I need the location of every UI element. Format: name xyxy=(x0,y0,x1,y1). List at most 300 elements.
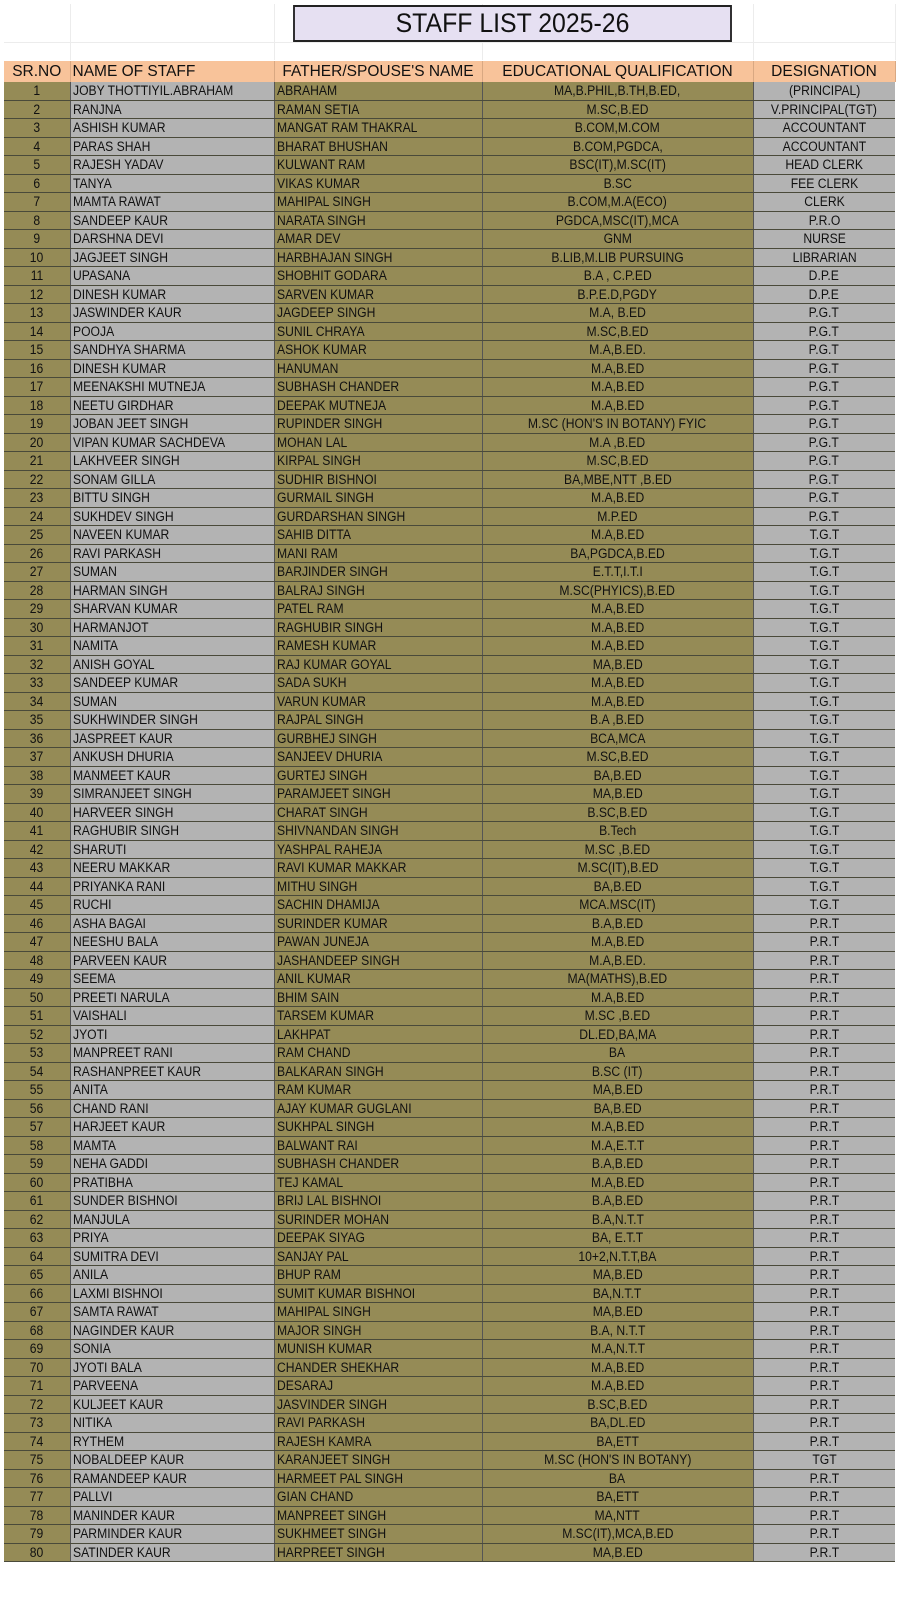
cell-designation[interactable] xyxy=(753,1118,895,1137)
cell-staff-name[interactable] xyxy=(70,1488,274,1507)
cell-staff-name[interactable] xyxy=(70,304,274,323)
cell-staff-name[interactable] xyxy=(70,322,274,341)
cell-father-spouse-name[interactable] xyxy=(274,378,482,397)
cell-designation[interactable] xyxy=(753,100,895,119)
cell-father-spouse-name[interactable] xyxy=(274,1136,482,1155)
cell-father-spouse-name[interactable] xyxy=(274,655,482,674)
cell-sr-no[interactable] xyxy=(4,1543,70,1562)
cell-father-spouse-name[interactable] xyxy=(274,1303,482,1322)
cell-father-spouse-name[interactable] xyxy=(274,600,482,619)
cell-staff-name[interactable] xyxy=(70,1340,274,1359)
cell-designation[interactable] xyxy=(753,1340,895,1359)
cell-father-spouse-name[interactable] xyxy=(274,174,482,193)
cell-qualification[interactable] xyxy=(482,970,753,989)
cell-qualification[interactable] xyxy=(482,322,753,341)
cell-father-spouse-name[interactable] xyxy=(274,785,482,804)
cell-designation[interactable] xyxy=(753,156,895,175)
cell-father-spouse-name[interactable] xyxy=(274,433,482,452)
cell-designation[interactable] xyxy=(753,1414,895,1433)
cell-sr-no[interactable] xyxy=(4,433,70,452)
cell-qualification[interactable] xyxy=(482,415,753,434)
cell-qualification[interactable] xyxy=(482,822,753,841)
cell-sr-no[interactable] xyxy=(4,748,70,767)
cell-staff-name[interactable] xyxy=(70,1321,274,1340)
cell-sr-no[interactable] xyxy=(4,1506,70,1525)
cell-sr-no[interactable] xyxy=(4,692,70,711)
cell-staff-name[interactable] xyxy=(70,748,274,767)
cell-father-spouse-name[interactable] xyxy=(274,859,482,878)
cell-designation[interactable] xyxy=(753,378,895,397)
cell-sr-no[interactable] xyxy=(4,1432,70,1451)
cell-staff-name[interactable] xyxy=(70,1414,274,1433)
cell-father-spouse-name[interactable] xyxy=(274,1488,482,1507)
cell-sr-no[interactable] xyxy=(4,1118,70,1137)
cell-sr-no[interactable] xyxy=(4,285,70,304)
column-header-designation[interactable]: DESIGNATION xyxy=(753,61,895,82)
cell-sr-no[interactable] xyxy=(4,137,70,156)
cell-father-spouse-name[interactable] xyxy=(274,1099,482,1118)
cell-designation[interactable] xyxy=(753,877,895,896)
cell-designation[interactable] xyxy=(753,211,895,230)
cell-father-spouse-name[interactable] xyxy=(274,1247,482,1266)
cell-father-spouse-name[interactable] xyxy=(274,1266,482,1285)
cell-qualification[interactable] xyxy=(482,1118,753,1137)
column-header-name[interactable]: NAME OF STAFF xyxy=(70,61,274,82)
cell-father-spouse-name[interactable] xyxy=(274,729,482,748)
cell-designation[interactable] xyxy=(753,1284,895,1303)
cell-qualification[interactable] xyxy=(482,655,753,674)
cell-staff-name[interactable] xyxy=(70,415,274,434)
cell-sr-no[interactable] xyxy=(4,951,70,970)
cell-designation[interactable] xyxy=(753,1321,895,1340)
cell-designation[interactable] xyxy=(753,1155,895,1174)
cell-designation[interactable] xyxy=(753,1210,895,1229)
cell-qualification[interactable] xyxy=(482,1358,753,1377)
cell-father-spouse-name[interactable] xyxy=(274,711,482,730)
cell-father-spouse-name[interactable] xyxy=(274,119,482,138)
cell-staff-name[interactable] xyxy=(70,1358,274,1377)
cell-designation[interactable] xyxy=(753,470,895,489)
cell-designation[interactable] xyxy=(753,174,895,193)
cell-staff-name[interactable] xyxy=(70,785,274,804)
cell-designation[interactable] xyxy=(753,581,895,600)
cell-sr-no[interactable] xyxy=(4,119,70,138)
cell-designation[interactable] xyxy=(753,951,895,970)
cell-qualification[interactable] xyxy=(482,1340,753,1359)
cell-father-spouse-name[interactable] xyxy=(274,970,482,989)
cell-designation[interactable] xyxy=(753,359,895,378)
cell-sr-no[interactable] xyxy=(4,304,70,323)
cell-designation[interactable] xyxy=(753,933,895,952)
cell-qualification[interactable] xyxy=(482,304,753,323)
cell-designation[interactable] xyxy=(753,1229,895,1248)
cell-father-spouse-name[interactable] xyxy=(274,637,482,656)
cell-father-spouse-name[interactable] xyxy=(274,1340,482,1359)
cell-staff-name[interactable] xyxy=(70,211,274,230)
cell-qualification[interactable] xyxy=(482,267,753,286)
cell-sr-no[interactable] xyxy=(4,840,70,859)
cell-qualification[interactable] xyxy=(482,896,753,915)
cell-sr-no[interactable] xyxy=(4,1081,70,1100)
cell-sr-no[interactable] xyxy=(4,563,70,582)
cell-sr-no[interactable] xyxy=(4,655,70,674)
cell-father-spouse-name[interactable] xyxy=(274,1377,482,1396)
cell-qualification[interactable] xyxy=(482,1081,753,1100)
cell-staff-name[interactable] xyxy=(70,877,274,896)
cell-designation[interactable] xyxy=(753,452,895,471)
cell-sr-no[interactable] xyxy=(4,933,70,952)
cell-qualification[interactable] xyxy=(482,137,753,156)
cell-sr-no[interactable] xyxy=(4,600,70,619)
cell-father-spouse-name[interactable] xyxy=(274,1525,482,1544)
cell-qualification[interactable] xyxy=(482,1192,753,1211)
cell-qualification[interactable] xyxy=(482,988,753,1007)
cell-staff-name[interactable] xyxy=(70,692,274,711)
cell-sr-no[interactable] xyxy=(4,1358,70,1377)
cell-staff-name[interactable] xyxy=(70,840,274,859)
cell-father-spouse-name[interactable] xyxy=(274,1044,482,1063)
cell-qualification[interactable] xyxy=(482,285,753,304)
cell-designation[interactable] xyxy=(753,988,895,1007)
cell-designation[interactable] xyxy=(753,193,895,212)
cell-designation[interactable] xyxy=(753,230,895,249)
cell-staff-name[interactable] xyxy=(70,729,274,748)
cell-qualification[interactable] xyxy=(482,433,753,452)
cell-sr-no[interactable] xyxy=(4,526,70,545)
cell-designation[interactable] xyxy=(753,859,895,878)
cell-sr-no[interactable] xyxy=(4,618,70,637)
cell-sr-no[interactable] xyxy=(4,729,70,748)
cell-qualification[interactable] xyxy=(482,803,753,822)
cell-designation[interactable] xyxy=(753,396,895,415)
cell-staff-name[interactable] xyxy=(70,1247,274,1266)
cell-qualification[interactable] xyxy=(482,1025,753,1044)
cell-staff-name[interactable] xyxy=(70,711,274,730)
cell-designation[interactable] xyxy=(753,729,895,748)
cell-staff-name[interactable] xyxy=(70,1377,274,1396)
cell-sr-no[interactable] xyxy=(4,1284,70,1303)
cell-sr-no[interactable] xyxy=(4,396,70,415)
cell-sr-no[interactable] xyxy=(4,896,70,915)
cell-staff-name[interactable] xyxy=(70,988,274,1007)
cell-designation[interactable] xyxy=(753,1543,895,1562)
cell-sr-no[interactable] xyxy=(4,1414,70,1433)
cell-staff-name[interactable] xyxy=(70,396,274,415)
cell-sr-no[interactable] xyxy=(4,378,70,397)
cell-sr-no[interactable] xyxy=(4,489,70,508)
cell-staff-name[interactable] xyxy=(70,1303,274,1322)
cell-qualification[interactable] xyxy=(482,951,753,970)
cell-father-spouse-name[interactable] xyxy=(274,1469,482,1488)
cell-father-spouse-name[interactable] xyxy=(274,415,482,434)
cell-father-spouse-name[interactable] xyxy=(274,618,482,637)
cell-qualification[interactable] xyxy=(482,156,753,175)
cell-father-spouse-name[interactable] xyxy=(274,1229,482,1248)
cell-qualification[interactable] xyxy=(482,1007,753,1026)
cell-father-spouse-name[interactable] xyxy=(274,766,482,785)
cell-staff-name[interactable] xyxy=(70,1099,274,1118)
cell-father-spouse-name[interactable] xyxy=(274,674,482,693)
cell-father-spouse-name[interactable] xyxy=(274,100,482,119)
cell-designation[interactable] xyxy=(753,1136,895,1155)
cell-designation[interactable] xyxy=(753,1506,895,1525)
cell-sr-no[interactable] xyxy=(4,322,70,341)
cell-qualification[interactable] xyxy=(482,600,753,619)
cell-father-spouse-name[interactable] xyxy=(274,988,482,1007)
cell-staff-name[interactable] xyxy=(70,119,274,138)
cell-designation[interactable] xyxy=(753,1395,895,1414)
cell-sr-no[interactable] xyxy=(4,82,70,100)
cell-father-spouse-name[interactable] xyxy=(274,692,482,711)
cell-sr-no[interactable] xyxy=(4,1451,70,1470)
cell-designation[interactable] xyxy=(753,637,895,656)
cell-staff-name[interactable] xyxy=(70,1395,274,1414)
cell-designation[interactable] xyxy=(753,1025,895,1044)
cell-qualification[interactable] xyxy=(482,1377,753,1396)
cell-designation[interactable] xyxy=(753,618,895,637)
cell-staff-name[interactable] xyxy=(70,100,274,119)
cell-staff-name[interactable] xyxy=(70,896,274,915)
cell-sr-no[interactable] xyxy=(4,1007,70,1026)
cell-designation[interactable] xyxy=(753,766,895,785)
cell-designation[interactable] xyxy=(753,1081,895,1100)
cell-designation[interactable] xyxy=(753,137,895,156)
cell-designation[interactable] xyxy=(753,1266,895,1285)
cell-qualification[interactable] xyxy=(482,1155,753,1174)
cell-qualification[interactable] xyxy=(482,359,753,378)
cell-staff-name[interactable] xyxy=(70,1284,274,1303)
cell-father-spouse-name[interactable] xyxy=(274,748,482,767)
cell-qualification[interactable] xyxy=(482,1432,753,1451)
cell-sr-no[interactable] xyxy=(4,785,70,804)
cell-designation[interactable] xyxy=(753,1469,895,1488)
cell-qualification[interactable] xyxy=(482,1266,753,1285)
cell-qualification[interactable] xyxy=(482,711,753,730)
cell-designation[interactable] xyxy=(753,674,895,693)
cell-sr-no[interactable] xyxy=(4,803,70,822)
cell-designation[interactable] xyxy=(753,563,895,582)
cell-staff-name[interactable] xyxy=(70,489,274,508)
cell-father-spouse-name[interactable] xyxy=(274,507,482,526)
cell-father-spouse-name[interactable] xyxy=(274,452,482,471)
cell-qualification[interactable] xyxy=(482,563,753,582)
cell-sr-no[interactable] xyxy=(4,914,70,933)
cell-designation[interactable] xyxy=(753,322,895,341)
cell-qualification[interactable] xyxy=(482,1395,753,1414)
cell-father-spouse-name[interactable] xyxy=(274,1062,482,1081)
cell-designation[interactable] xyxy=(753,544,895,563)
cell-staff-name[interactable] xyxy=(70,1506,274,1525)
cell-staff-name[interactable] xyxy=(70,378,274,397)
cell-qualification[interactable] xyxy=(482,1451,753,1470)
cell-qualification[interactable] xyxy=(482,1303,753,1322)
cell-sr-no[interactable] xyxy=(4,1229,70,1248)
cell-father-spouse-name[interactable] xyxy=(274,951,482,970)
cell-qualification[interactable] xyxy=(482,859,753,878)
cell-father-spouse-name[interactable] xyxy=(274,230,482,249)
cell-designation[interactable] xyxy=(753,840,895,859)
cell-father-spouse-name[interactable] xyxy=(274,1210,482,1229)
cell-sr-no[interactable] xyxy=(4,988,70,1007)
cell-staff-name[interactable] xyxy=(70,267,274,286)
cell-qualification[interactable] xyxy=(482,544,753,563)
cell-staff-name[interactable] xyxy=(70,156,274,175)
cell-sr-no[interactable] xyxy=(4,248,70,267)
cell-qualification[interactable] xyxy=(482,1506,753,1525)
cell-father-spouse-name[interactable] xyxy=(274,156,482,175)
cell-designation[interactable] xyxy=(753,1377,895,1396)
cell-sr-no[interactable] xyxy=(4,1266,70,1285)
cell-qualification[interactable] xyxy=(482,119,753,138)
cell-staff-name[interactable] xyxy=(70,914,274,933)
cell-designation[interactable] xyxy=(753,1358,895,1377)
cell-father-spouse-name[interactable] xyxy=(274,1007,482,1026)
cell-designation[interactable] xyxy=(753,341,895,360)
cell-sr-no[interactable] xyxy=(4,507,70,526)
cell-qualification[interactable] xyxy=(482,840,753,859)
cell-sr-no[interactable] xyxy=(4,877,70,896)
cell-qualification[interactable] xyxy=(482,1062,753,1081)
cell-qualification[interactable] xyxy=(482,1488,753,1507)
cell-designation[interactable] xyxy=(753,507,895,526)
cell-staff-name[interactable] xyxy=(70,137,274,156)
cell-qualification[interactable] xyxy=(482,914,753,933)
cell-staff-name[interactable] xyxy=(70,230,274,249)
cell-staff-name[interactable] xyxy=(70,1432,274,1451)
cell-qualification[interactable] xyxy=(482,674,753,693)
cell-father-spouse-name[interactable] xyxy=(274,1192,482,1211)
cell-qualification[interactable] xyxy=(482,748,753,767)
cell-designation[interactable] xyxy=(753,1044,895,1063)
cell-father-spouse-name[interactable] xyxy=(274,1506,482,1525)
cell-qualification[interactable] xyxy=(482,1210,753,1229)
cell-designation[interactable] xyxy=(753,1488,895,1507)
cell-designation[interactable] xyxy=(753,1303,895,1322)
cell-staff-name[interactable] xyxy=(70,563,274,582)
cell-staff-name[interactable] xyxy=(70,637,274,656)
cell-designation[interactable] xyxy=(753,1062,895,1081)
cell-sr-no[interactable] xyxy=(4,100,70,119)
cell-sr-no[interactable] xyxy=(4,822,70,841)
cell-qualification[interactable] xyxy=(482,100,753,119)
cell-sr-no[interactable] xyxy=(4,859,70,878)
cell-staff-name[interactable] xyxy=(70,248,274,267)
cell-staff-name[interactable] xyxy=(70,766,274,785)
cell-father-spouse-name[interactable] xyxy=(274,1432,482,1451)
cell-staff-name[interactable] xyxy=(70,285,274,304)
cell-designation[interactable] xyxy=(753,1173,895,1192)
cell-designation[interactable] xyxy=(753,82,895,100)
cell-staff-name[interactable] xyxy=(70,470,274,489)
cell-staff-name[interactable] xyxy=(70,1044,274,1063)
cell-father-spouse-name[interactable] xyxy=(274,803,482,822)
cell-staff-name[interactable] xyxy=(70,970,274,989)
cell-sr-no[interactable] xyxy=(4,1025,70,1044)
cell-qualification[interactable] xyxy=(482,1044,753,1063)
cell-qualification[interactable] xyxy=(482,1247,753,1266)
cell-father-spouse-name[interactable] xyxy=(274,211,482,230)
cell-sr-no[interactable] xyxy=(4,174,70,193)
cell-sr-no[interactable] xyxy=(4,637,70,656)
cell-designation[interactable] xyxy=(753,711,895,730)
cell-father-spouse-name[interactable] xyxy=(274,1081,482,1100)
cell-qualification[interactable] xyxy=(482,248,753,267)
cell-father-spouse-name[interactable] xyxy=(274,1451,482,1470)
cell-father-spouse-name[interactable] xyxy=(274,470,482,489)
cell-sr-no[interactable] xyxy=(4,1247,70,1266)
cell-father-spouse-name[interactable] xyxy=(274,1155,482,1174)
cell-sr-no[interactable] xyxy=(4,1136,70,1155)
cell-sr-no[interactable] xyxy=(4,211,70,230)
cell-father-spouse-name[interactable] xyxy=(274,1395,482,1414)
cell-father-spouse-name[interactable] xyxy=(274,581,482,600)
cell-sr-no[interactable] xyxy=(4,1173,70,1192)
cell-sr-no[interactable] xyxy=(4,341,70,360)
column-header-qualification[interactable]: EDUCATIONAL QUALIFICATION xyxy=(482,61,753,82)
cell-father-spouse-name[interactable] xyxy=(274,359,482,378)
cell-staff-name[interactable] xyxy=(70,618,274,637)
cell-staff-name[interactable] xyxy=(70,82,274,100)
cell-staff-name[interactable] xyxy=(70,674,274,693)
cell-designation[interactable] xyxy=(753,655,895,674)
cell-designation[interactable] xyxy=(753,433,895,452)
cell-qualification[interactable] xyxy=(482,637,753,656)
cell-father-spouse-name[interactable] xyxy=(274,1118,482,1137)
cell-sr-no[interactable] xyxy=(4,1303,70,1322)
cell-sr-no[interactable] xyxy=(4,470,70,489)
cell-father-spouse-name[interactable] xyxy=(274,1321,482,1340)
cell-sr-no[interactable] xyxy=(4,267,70,286)
cell-sr-no[interactable] xyxy=(4,1321,70,1340)
cell-staff-name[interactable] xyxy=(70,1469,274,1488)
cell-father-spouse-name[interactable] xyxy=(274,396,482,415)
cell-sr-no[interactable] xyxy=(4,1340,70,1359)
cell-sr-no[interactable] xyxy=(4,1155,70,1174)
cell-qualification[interactable] xyxy=(482,877,753,896)
cell-staff-name[interactable] xyxy=(70,1155,274,1174)
cell-qualification[interactable] xyxy=(482,1136,753,1155)
cell-father-spouse-name[interactable] xyxy=(274,877,482,896)
cell-father-spouse-name[interactable] xyxy=(274,489,482,508)
cell-father-spouse-name[interactable] xyxy=(274,822,482,841)
cell-sr-no[interactable] xyxy=(4,359,70,378)
cell-designation[interactable] xyxy=(753,304,895,323)
cell-designation[interactable] xyxy=(753,803,895,822)
cell-staff-name[interactable] xyxy=(70,1136,274,1155)
cell-father-spouse-name[interactable] xyxy=(274,267,482,286)
cell-sr-no[interactable] xyxy=(4,230,70,249)
cell-qualification[interactable] xyxy=(482,1543,753,1562)
cell-father-spouse-name[interactable] xyxy=(274,285,482,304)
cell-qualification[interactable] xyxy=(482,581,753,600)
cell-designation[interactable] xyxy=(753,1099,895,1118)
cell-father-spouse-name[interactable] xyxy=(274,840,482,859)
cell-father-spouse-name[interactable] xyxy=(274,526,482,545)
cell-designation[interactable] xyxy=(753,785,895,804)
cell-qualification[interactable] xyxy=(482,933,753,952)
cell-designation[interactable] xyxy=(753,896,895,915)
cell-father-spouse-name[interactable] xyxy=(274,322,482,341)
cell-father-spouse-name[interactable] xyxy=(274,1025,482,1044)
cell-qualification[interactable] xyxy=(482,1525,753,1544)
cell-qualification[interactable] xyxy=(482,1321,753,1340)
cell-qualification[interactable] xyxy=(482,785,753,804)
cell-sr-no[interactable] xyxy=(4,1062,70,1081)
cell-qualification[interactable] xyxy=(482,1173,753,1192)
sheet-title[interactable] xyxy=(293,5,732,42)
cell-sr-no[interactable] xyxy=(4,1044,70,1063)
cell-designation[interactable] xyxy=(753,1451,895,1470)
